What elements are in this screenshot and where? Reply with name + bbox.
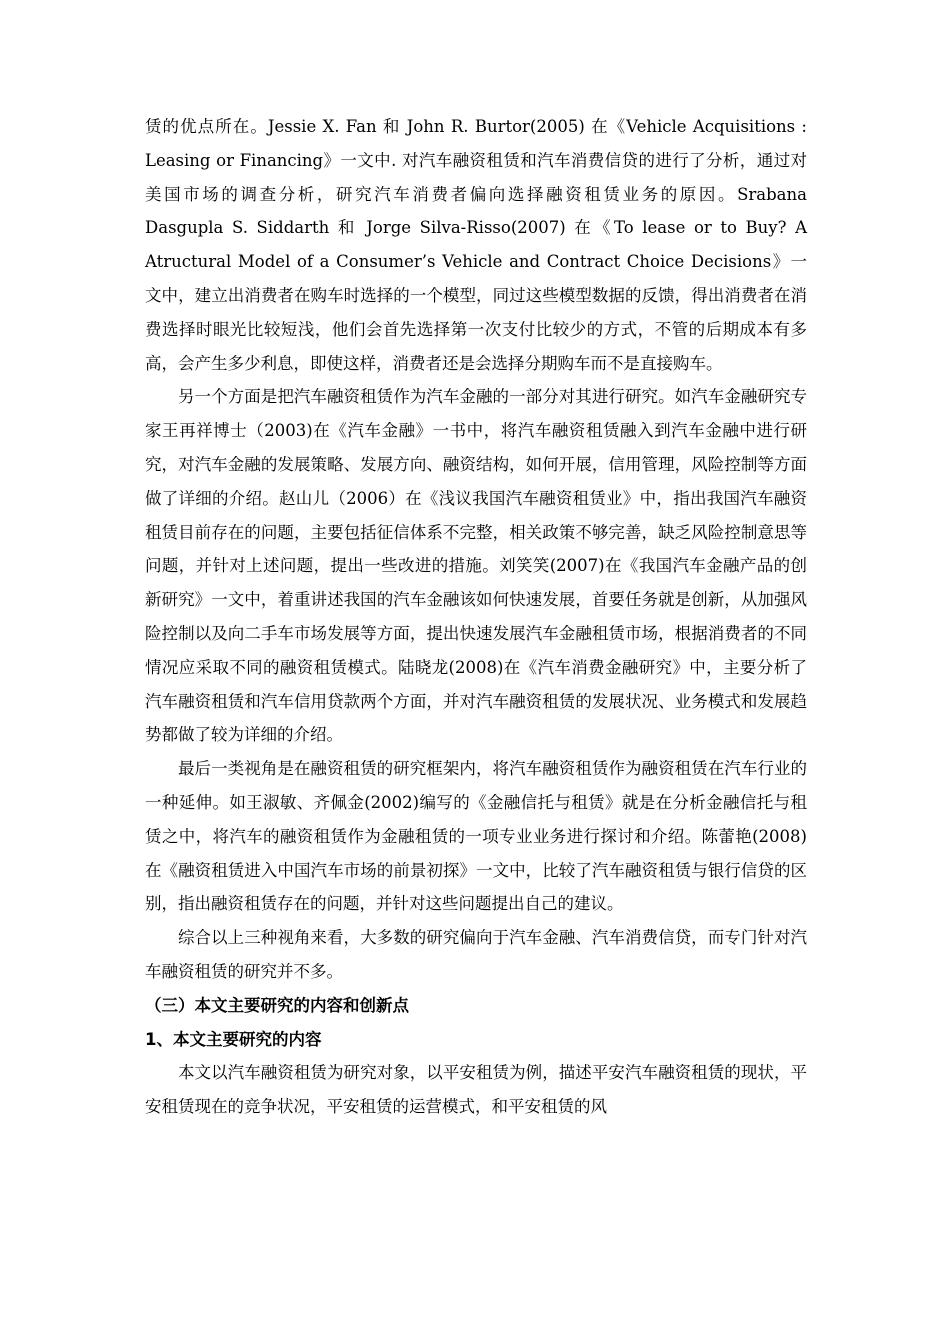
paragraph-leasing-studies: 赁的优点所在。Jessie X. Fan 和 John R. Burtor(2005) 在《Vehicle Acquisitions : Leasing or Financing》一文中. 对汽车融资租赁和汽车消费信贷的进行了分析，通过对美国市场的调查分析，研究汽车消费者偏向选择融资租赁业务的原因。Srabana Dasgupla S. Siddarth 和 Jorge Silva-Risso(2007) 在《To lease or to Buy? A Atructural Model of a Consumer’s Vehicle and Contract Choice Decisions》一文中，建立出消费者在购车时选择的一个模型，同过这些模型数据的反馈，得出消费者在消费选择时眼光比较短浅，他们会首先选择第一次支付比较少的方式，不管的后期成本有多高，会产生多少利息，即使这样，消费者还是会选择分期购车而不是直接购车。 bbox=[145, 117, 807, 373]
paragraph-research-content: 本文以汽车融资租赁为研究对象，以平安租赁为例，描述平安汽车融资租赁的现状，平安租赁现在的竞争状况，平安租赁的运营模式，和平安租赁的风 bbox=[145, 1063, 807, 1117]
subsection-heading: 1、本文主要研究的内容 bbox=[145, 1029, 322, 1049]
document-page bbox=[145, 110, 807, 1124]
paragraph-leasing-framework-view: 最后一类视角是在融资租赁的研究框架内，将汽车融资租赁作为融资租赁在汽车行业的一种延伸。如王淑敏、齐佩金(2002)编写的《金融信托与租赁》就是在分析金融信托与租赁之中，将汽车的融资租赁作为金融租赁的一项专业业务进行探讨和介绍。陈蕾艳(2008)在《融资租赁进入中国汽车市场的前景初探》一文中，比较了汽车融资租赁与银行信贷的区别，指出融资租赁存在的问题，并针对这些问题提出自己的建议。 bbox=[145, 759, 807, 914]
paragraph-auto-finance-view: 另一个方面是把汽车融资租赁作为汽车金融的一部分对其进行研究。如汽车金融研究专家王再祥博士（2003)在《汽车金融》一书中，将汽车融资租赁融入到汽车金融中进行研究，对汽车金融的发展策略、发展方向、融资结构，如何开展，信用管理，风险控制等方面做了详细的介绍。赵山儿（2006）在《浅议我国汽车融资租赁业》中，指出我国汽车融资租赁目前存在的问题，主要包括征信体系不完整，相关政策不够完善，缺乏风险控制意思等问题，并针对上述问题，提出一些改进的措施。刘笑笑(2007)在《我国汽车金融产品的创新研究》一文中，着重讲述我国的汽车金融该如何快速发展，首要任务就是创新，从加强风险控制以及向二手车市场发展等方面，提出快速发展汽车金融租赁市场，根据消费者的不同情况应采取不同的融资租赁模式。陆晓龙(2008)在《汽车消费金融研究》中，主要分析了汽车融资租赁和汽车信用贷款两个方面，并对汽车融资租赁的发展状况、业务模式和发展趋势都做了较为详细的介绍。 bbox=[145, 387, 807, 745]
section-heading: （三）本文主要研究的内容和创新点 bbox=[145, 995, 409, 1015]
paragraph-summary: 综合以上三种视角来看，大多数的研究偏向于汽车金融、汽车消费信贷，而专门针对汽车融资租赁的研究并不多。 bbox=[145, 928, 807, 981]
